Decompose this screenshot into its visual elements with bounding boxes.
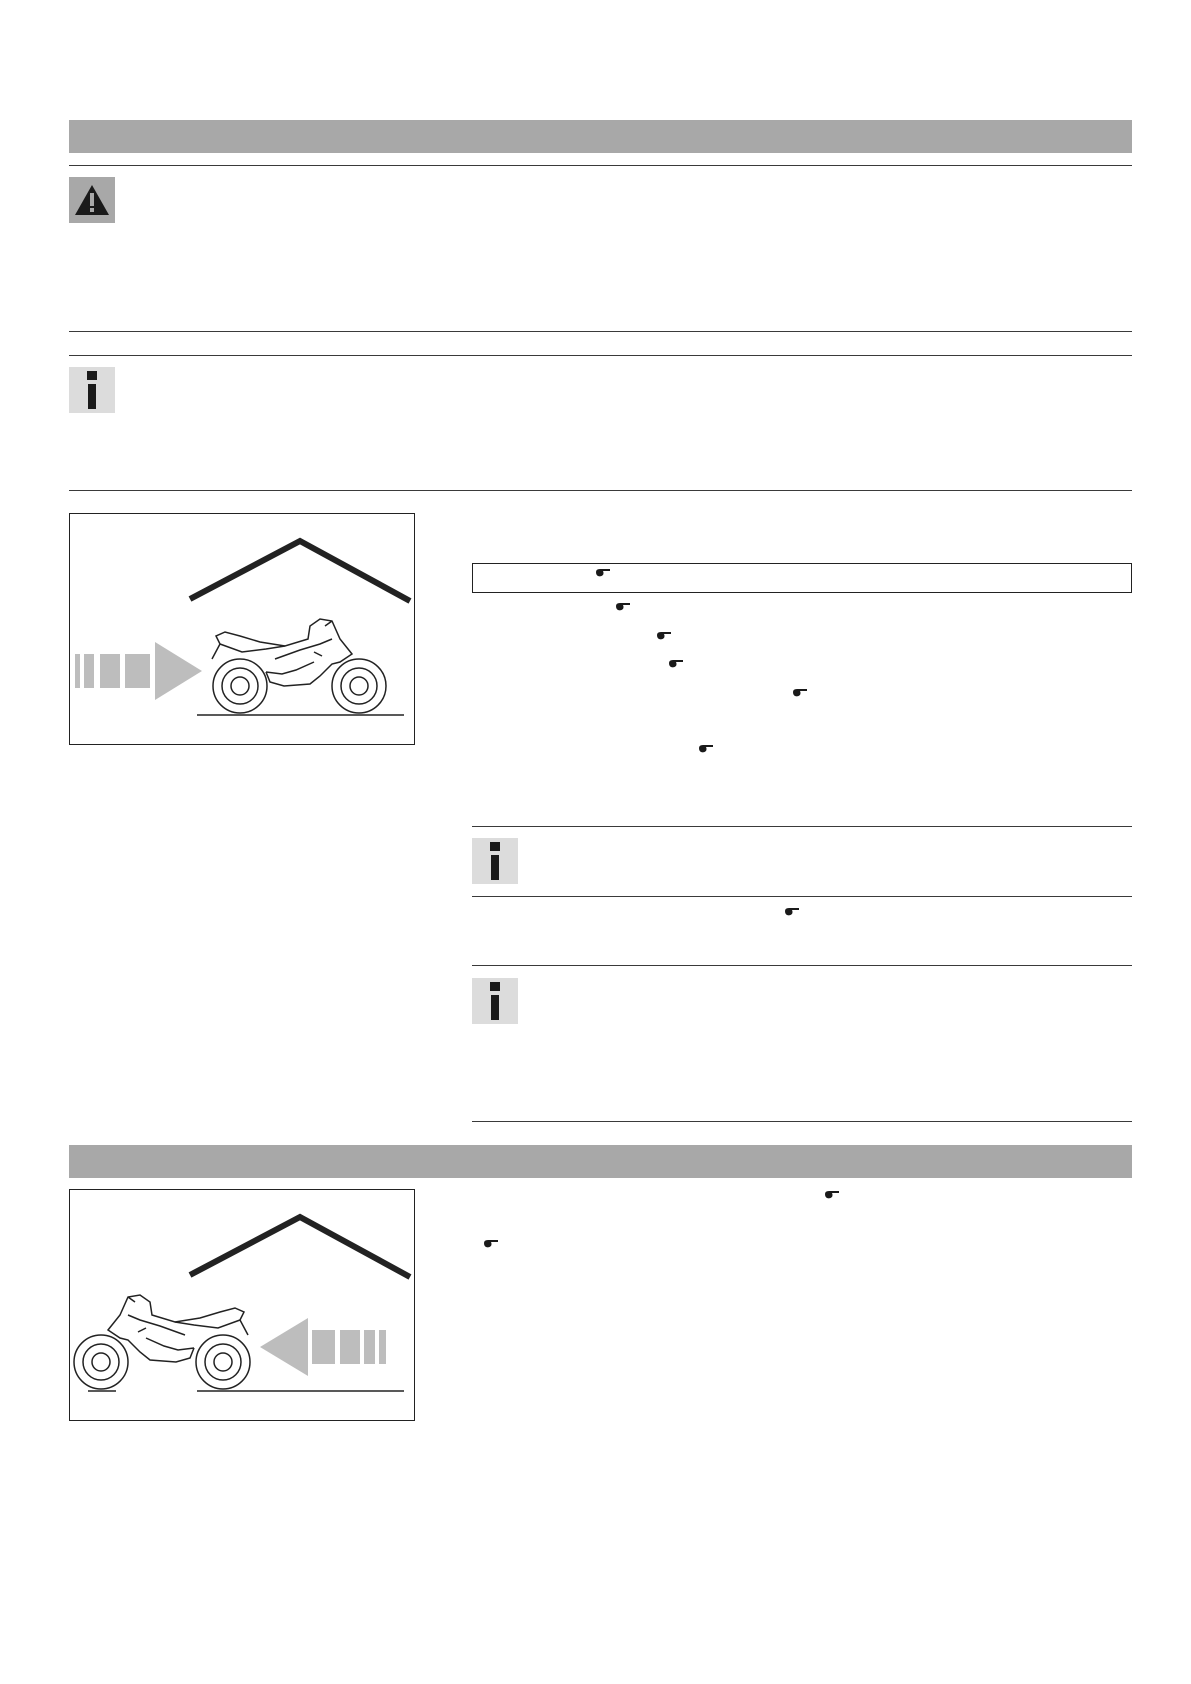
figure-drive-out (69, 1189, 415, 1421)
pointing-hand-icon (615, 602, 631, 612)
info-block-bottom-rule (472, 896, 1132, 897)
info-block-top-rule (472, 826, 1132, 827)
pointing-hand-icon (784, 907, 800, 917)
section-divider (69, 165, 1132, 166)
pointing-hand-icon (824, 1190, 840, 1200)
info-icon (488, 982, 502, 1020)
pointing-hand-icon (792, 688, 808, 698)
atv-reverse-out-of-garage (70, 1190, 414, 1420)
warning-triangle-icon (73, 183, 111, 217)
step-boxed-line (472, 563, 1132, 593)
pointing-hand-icon (698, 744, 714, 754)
pointing-hand-icon (483, 1239, 499, 1249)
info-block-icon-box (472, 838, 518, 884)
pointing-hand-icon (656, 631, 672, 641)
info-block-top-rule (69, 355, 1132, 356)
info-block-top-rule (472, 965, 1132, 966)
figure-drive-in (69, 513, 415, 745)
info-block-icon-box (472, 978, 518, 1024)
info-icon (488, 842, 502, 880)
pointing-hand-icon (668, 659, 684, 669)
pointing-hand-icon (595, 568, 611, 578)
atv-drive-into-garage (70, 514, 414, 744)
warning-block-bottom-rule (69, 331, 1132, 332)
info-block-bottom-rule (69, 490, 1132, 491)
warning-block-icon-box (69, 177, 115, 223)
section-header-bar (69, 120, 1132, 153)
info-block-icon-box (69, 367, 115, 413)
section-header-bar (69, 1145, 1132, 1178)
info-icon (85, 371, 99, 409)
info-block-bottom-rule (472, 1121, 1132, 1122)
